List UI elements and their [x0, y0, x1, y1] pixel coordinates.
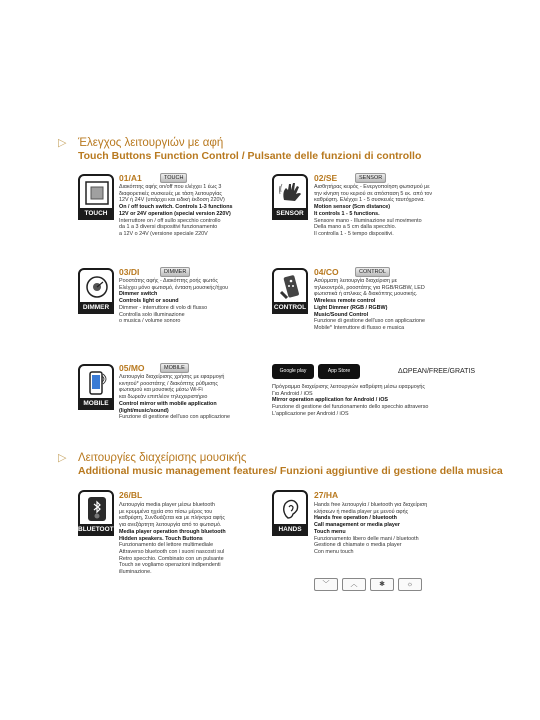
description-line: Attraverso bluetooth con i suoni nascosti sul: [119, 548, 225, 555]
bluetooth-code: 26/BL: [119, 490, 143, 500]
description-line: It controls 1 - 5 functions.: [314, 210, 380, 217]
description-line: Πρόγραμμα διαχείρισης λειτουργιών καθρέφτη μέσω εφαρμογής: [272, 384, 426, 390]
description-line: Sensore mano - Illuminazione sul movimento: [314, 217, 422, 224]
description-line: Για Android / iOS: [272, 390, 313, 397]
light-icon[interactable]: ☼: [398, 578, 422, 591]
triangle-arrow-icon: ▷: [58, 452, 67, 464]
description-line: Controls light or sound: [119, 298, 179, 305]
description-line: 12V or 24V operation (special version 220V): [119, 210, 231, 217]
description-line: κλήσεων ή media player με μενού αφής: [314, 508, 409, 515]
description-line: Call management or media player: [314, 522, 400, 529]
control-icon: [272, 268, 308, 314]
description-line: illuminazione.: [119, 569, 152, 576]
sensor-tag: SENSOR: [355, 173, 386, 183]
description-line: L'applicazione per Android / iOS: [272, 410, 349, 417]
sensor-description: [314, 184, 504, 238]
description-line: Διακόπτης αφής on/off που ελέγχει 1 έως 3: [119, 184, 222, 190]
description-line: τηλεκοντρόλ, ροοστάτης για RGB/RGBW, LED: [314, 284, 425, 291]
description-line: Funzionamento libero delle mani / bluetooth: [314, 535, 419, 542]
description-line: Λειτουργία media player μέσω bluetooth: [119, 502, 215, 508]
dimmer-tag: DIMMER: [160, 267, 190, 277]
description-line: φωτισμού και μουσικής μέσω Wi-Fi: [119, 387, 203, 394]
description-line: a 12V o 24V (versione speciale 220V: [119, 230, 208, 237]
mobile-icon-label: MOBILE: [78, 398, 114, 410]
description-line: διαφορετικές συσκευές με τάση λειτουργίας: [119, 190, 222, 197]
bluetooth-icon: [78, 490, 119, 536]
description-line: Dimmer switch: [119, 291, 158, 298]
description-line: Hands free λειτουργία / bluetooth για διαχείριση: [314, 502, 428, 508]
free-label: ΔΩΡΕΑΝ/FREE/GRATIS: [398, 368, 476, 375]
app-store-badge[interactable]: [318, 364, 360, 379]
description-line: Music/Sound Control: [314, 311, 369, 318]
bluetooth-icon-label: BLUETOOTH: [78, 524, 114, 536]
description-line: On / off touch switch. Controls 1-3 functions: [119, 204, 233, 211]
description-line: Touch se vogliamo operazioni indipendenti: [119, 562, 221, 569]
touch-code: 01/A1: [119, 173, 142, 183]
description-line: κινητού* ροοστάτης / διακόπτης ρύθμισης: [119, 380, 219, 387]
description-line: Ασύρματη λειτουργία διαχείριση με: [314, 278, 397, 284]
sensor-code: 02/SE: [314, 173, 338, 183]
control-code: 04/CO: [314, 267, 339, 277]
section-music-title: [58, 452, 503, 478]
description-line: Funzione di gestione del funzionamento dello specchio attraverso: [272, 404, 429, 411]
mobile-code: 05/MO: [119, 363, 145, 373]
description-line: Funzione di gestione dell'uso con applicazione: [119, 414, 231, 421]
description-line: Dimmer - interruttore di volo di flusso: [119, 304, 208, 311]
description-line: Il controlla 1 - 5 tempo dispositivi.: [314, 230, 394, 237]
description-line: Λειτουργία διαχείρισης χρήσης με εφαρμογή: [119, 374, 225, 380]
dimmer-code: 03/DI: [119, 267, 140, 277]
description-line: την κίνηση του κεριού σε απόσταση 5 εκ. από τον: [314, 190, 433, 197]
description-line: Mirror operation application for Android / iOS: [272, 397, 389, 404]
hands-free-icon-label: HANDS FREE: [272, 524, 308, 536]
app-description: [272, 384, 472, 418]
description-line: Hands free operation / bluetooth: [314, 515, 397, 522]
control-description: [314, 278, 504, 332]
description-line: για ανεξάρτητη λειτουργία από το φωτισμό.: [119, 522, 222, 529]
description-line: Retro specchio. Combinato con un pulsante: [119, 555, 224, 562]
triangle-arrow-icon: ▷: [58, 137, 67, 149]
mobile-tag: MOBILE: [160, 363, 189, 373]
description-line: Hidden speakers. Touch Buttons: [119, 535, 203, 542]
description-line: 12V ή 24V (υπάρχει και ειδική έκδοση 220V): [119, 197, 225, 204]
control-icon-label: CONTROL: [272, 302, 308, 314]
sensor-icon: [272, 174, 308, 220]
description-line: Con menu touch: [314, 548, 354, 555]
description-line: Funzionamento del lettore multimediale: [119, 542, 214, 549]
description-line: o musica / volume sonoro: [119, 318, 181, 325]
description-line: φωτιστικά ή απλικες & διακόπτης μουσικής.: [314, 291, 418, 298]
description-line: Touch menu: [314, 528, 346, 535]
description-line: Media player operation through bluetooth: [119, 528, 226, 535]
control-tag: CONTROL: [355, 267, 390, 277]
sensor-icon-label: SENSOR: [272, 208, 308, 220]
section-title-greek: Έλεγχος λειτουργιών με αφή: [78, 137, 224, 149]
description-line: Controlla solo illuminazione: [119, 311, 185, 318]
section-title-greek: Λειτουργίες διαχείρισης μουσικής: [78, 452, 247, 464]
hands-free-code: 27/HA: [314, 490, 339, 500]
touch-icon-label: TOUCH: [78, 208, 114, 220]
google-play-label: Google play: [279, 368, 307, 374]
description-line: Gestione di chiamate o media player: [314, 542, 402, 549]
description-line: Light Dimmer (RGB / RGBW): [314, 304, 388, 311]
description-line: Αισθητήρας κειρός - Ενεργοποίηση φωτισμού με: [314, 184, 430, 190]
description-line: καθρέφτη. Ελέγχει 1 - 5 συσκευές ταυτόχρονα.: [314, 197, 425, 204]
section-title-english: Additional music management features/ Funzioni aggiuntive di gestione della musica: [78, 465, 503, 477]
description-line: Della mano a 5 cm dalla specchio.: [314, 224, 397, 231]
chevron-up-icon[interactable]: ︿: [342, 578, 366, 591]
description-line: Ροοστάτης αφής - Διακόπτης ροής φωτός: [119, 278, 218, 284]
description-line: da 1 a 3 diversi dispositivi funzionamento: [119, 224, 218, 231]
description-line: και δωρεάν επιπλέον τηλεχειριστήριο: [119, 394, 208, 401]
app-store-label: App Store: [327, 368, 351, 374]
description-line: Funzione di gestione dell'uso con applicazione: [314, 318, 426, 325]
chevron-down-icon[interactable]: ﹀: [314, 578, 338, 591]
bluetooth-icon[interactable]: ✱: [370, 578, 394, 591]
description-line: Ελέγχει μόνο φωτισμό, ένταση μουσικής/ήχου: [119, 284, 229, 291]
dimmer-icon: [78, 268, 114, 314]
description-line: Wireless remote control: [314, 298, 376, 305]
description-line: Interruttore on / off sullo specchio controllo: [119, 217, 221, 224]
dimmer-icon-label: DIMMER: [78, 302, 114, 314]
description-line: Control mirror with mobile application: [119, 400, 217, 407]
description-line: Mobile* Interruttore di flusso e musica: [314, 324, 405, 331]
mobile-icon: [78, 364, 114, 410]
description-line: με κρυμμένα ηχεία στο πίσω μέρος του: [119, 508, 213, 515]
section-touch-title: [58, 137, 422, 163]
description-line: καθρέφτη, Συνδυάζεται και με πλήκτρα αφής: [119, 515, 226, 522]
section-title-english: Touch Buttons Function Control / Pulsante delle funzioni di controllo: [78, 150, 422, 162]
touch-tag: TOUCH: [160, 173, 187, 183]
google-play-badge[interactable]: [272, 364, 314, 379]
hands-free-icon: [272, 490, 308, 545]
hands-free-description: [314, 502, 504, 556]
description-line: Motion sensor (5cm distance): [314, 204, 391, 211]
description-line: (light/music/sound): [119, 407, 169, 414]
touch-icon: [78, 174, 114, 220]
